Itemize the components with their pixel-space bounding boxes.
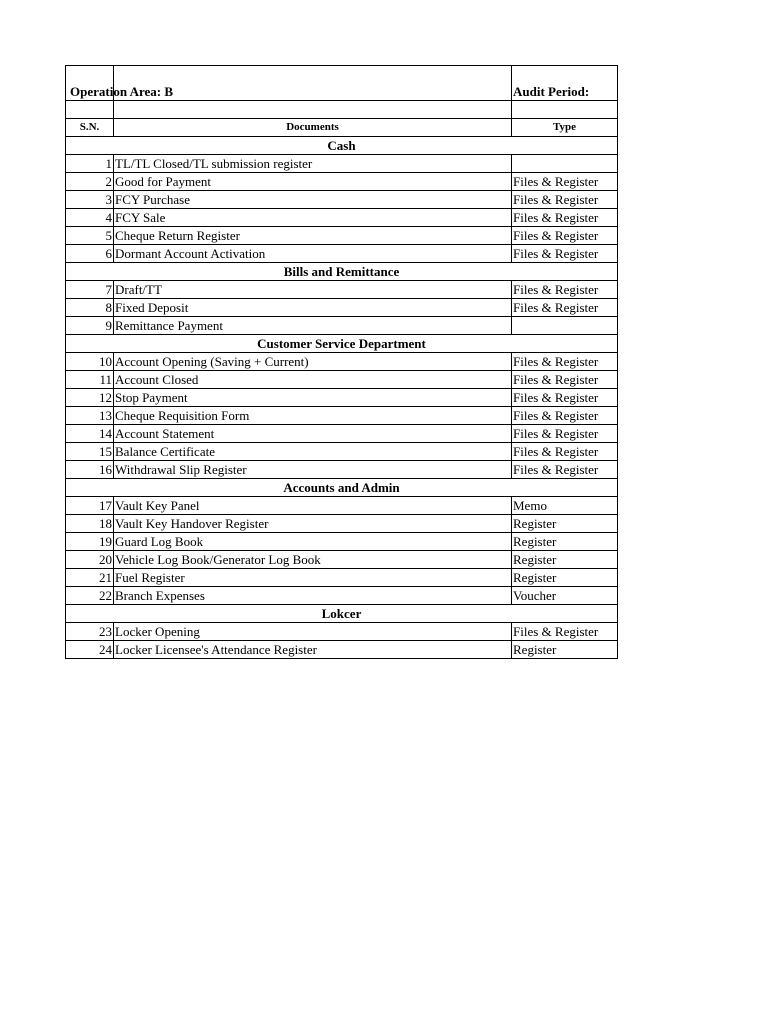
table-row [66,155,618,173]
table-row [66,389,618,407]
row-document: Good for Payment [114,173,512,191]
row-sn: 14 [66,425,114,443]
row-sn: 12 [66,389,114,407]
table-row [66,551,618,569]
row-type: Register [512,641,618,659]
row-document: Locker Opening [114,623,512,641]
row-document: FCY Purchase [114,191,512,209]
row-type: Files & Register [512,299,618,317]
row-type: Register [512,569,618,587]
row-document: Vault Key Handover Register [114,515,512,533]
column-header-documents: Documents [114,119,512,137]
blank-row [66,101,618,119]
blank-cell [66,101,114,119]
column-header-row [66,119,618,137]
row-sn: 10 [66,353,114,371]
row-sn: 4 [66,209,114,227]
row-sn: 19 [66,533,114,551]
table-row [66,227,618,245]
row-document: Cheque Return Register [114,227,512,245]
row-type: Register [512,551,618,569]
row-document: Cheque Requisition Form [114,407,512,425]
table-row [66,353,618,371]
row-type: Files & Register [512,371,618,389]
row-document: Account Opening (Saving + Current) [114,353,512,371]
row-type: Files & Register [512,191,618,209]
row-document: Dormant Account Activation [114,245,512,263]
row-sn: 11 [66,371,114,389]
row-sn: 5 [66,227,114,245]
section-title: Customer Service Department [66,335,618,353]
row-type: Files & Register [512,389,618,407]
section-header-row [66,479,618,497]
audit-period-label: Audit Period: [512,66,618,101]
row-document: Vault Key Panel [114,497,512,515]
row-type: Files & Register [512,461,618,479]
table-row [66,173,618,191]
row-sn: 9 [66,317,114,335]
row-document: Account Closed [114,371,512,389]
row-type: Files & Register [512,281,618,299]
row-type: Voucher [512,587,618,605]
row-document: Account Statement [114,425,512,443]
table-row [66,587,618,605]
row-sn: 7 [66,281,114,299]
table-row [66,299,618,317]
row-sn: 21 [66,569,114,587]
row-type [512,317,618,335]
row-sn: 8 [66,299,114,317]
row-type [512,155,618,173]
row-sn: 13 [66,407,114,425]
row-type: Register [512,533,618,551]
row-document: Guard Log Book [114,533,512,551]
column-header-sn: S.N. [66,119,114,137]
table-row [66,461,618,479]
row-document: Draft/TT [114,281,512,299]
table-row [66,497,618,515]
audit-checklist [65,65,618,659]
table-row [66,245,618,263]
table-row [66,623,618,641]
table-row [66,281,618,299]
row-sn: 22 [66,587,114,605]
table-row [66,533,618,551]
title-cell-documents [114,66,512,101]
table-row [66,569,618,587]
row-sn: 18 [66,515,114,533]
blank-cell [512,101,618,119]
row-document: Stop Payment [114,389,512,407]
operation-area-label: Operation Area: B [70,84,174,99]
row-document: FCY Sale [114,209,512,227]
table-row [66,515,618,533]
row-type: Files & Register [512,623,618,641]
row-type: Memo [512,497,618,515]
blank-cell [114,101,512,119]
table-row [66,407,618,425]
table-row [66,425,618,443]
row-sn: 24 [66,641,114,659]
row-sn: 1 [66,155,114,173]
section-title: Bills and Remittance [66,263,618,281]
section-header-row [66,263,618,281]
row-document: TL/TL Closed/TL submission register [114,155,512,173]
row-sn: 17 [66,497,114,515]
section-header-row [66,605,618,623]
row-sn: 20 [66,551,114,569]
column-header-type: Type [512,119,618,137]
row-type: Files & Register [512,425,618,443]
section-header-row [66,137,618,155]
row-sn: 6 [66,245,114,263]
row-type: Files & Register [512,227,618,245]
table-row [66,641,618,659]
row-type: Files & Register [512,443,618,461]
section-title: Cash [66,137,618,155]
row-document: Locker Licensee's Attendance Register [114,641,512,659]
row-document: Vehicle Log Book/Generator Log Book [114,551,512,569]
row-sn: 3 [66,191,114,209]
row-sn: 2 [66,173,114,191]
table-row [66,191,618,209]
section-header-row [66,335,618,353]
section-title: Accounts and Admin [66,479,618,497]
row-type: Files & Register [512,209,618,227]
row-sn: 15 [66,443,114,461]
row-sn: 23 [66,623,114,641]
row-document: Branch Expenses [114,587,512,605]
row-type: Register [512,515,618,533]
row-document: Fixed Deposit [114,299,512,317]
table-row [66,209,618,227]
row-document: Remittance Payment [114,317,512,335]
row-document: Balance Certificate [114,443,512,461]
table-row [66,371,618,389]
row-document: Fuel Register [114,569,512,587]
row-type: Files & Register [512,245,618,263]
table-row [66,317,618,335]
checklist-table [65,65,618,659]
row-sn: 16 [66,461,114,479]
table-row [66,443,618,461]
row-type: Files & Register [512,353,618,371]
row-type: Files & Register [512,407,618,425]
section-title: Lokcer [66,605,618,623]
row-document: Withdrawal Slip Register [114,461,512,479]
row-type: Files & Register [512,173,618,191]
